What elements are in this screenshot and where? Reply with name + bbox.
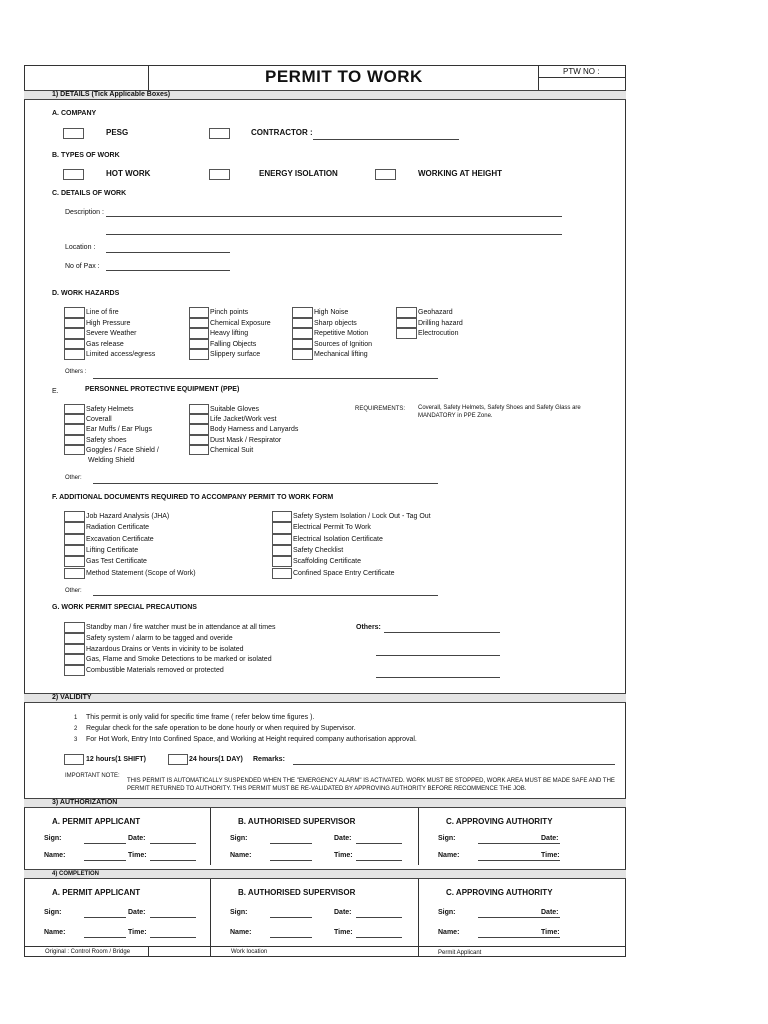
date-line[interactable] [150,843,196,844]
energy-isolation-checkbox[interactable] [209,169,230,180]
date-line[interactable] [150,917,196,918]
hazard-label: Repetitive Motion [314,330,369,337]
work-types-heading: B. TYPES OF WORK [52,152,120,159]
time-label: Time: [334,852,353,859]
sign-line[interactable] [84,917,126,918]
footer-original: Original : Control Room / Bridge [45,949,131,955]
precaution-checkbox[interactable] [64,644,85,655]
s4-col-a: A. PERMIT APPLICANT [52,888,141,897]
time-label: Time: [128,929,147,936]
precautions-heading: G. WORK PERMIT SPECIAL PRECAUTIONS [52,604,197,611]
document-label: Scaffolding Certificate [293,558,361,566]
document-checkbox[interactable] [64,534,85,545]
remarks-line[interactable] [293,764,615,765]
ppe-checkbox[interactable] [64,445,85,455]
date-label: Date: [334,835,352,842]
hazard-checkbox[interactable] [64,318,85,329]
sign-label: Sign: [438,909,456,916]
working-at-height-label: WORKING AT HEIGHT [418,169,502,178]
precaution-label: Hazardous Drains or Vents in vicinity to be isolated [86,645,244,653]
document-checkbox[interactable] [272,522,292,533]
precautions-others-line-2[interactable] [376,655,500,656]
hazard-checkbox[interactable] [396,307,417,318]
hazard-checkbox[interactable] [292,328,313,339]
ppe-checkbox[interactable] [64,404,85,414]
ppe-label: Goggles / Face Shield / [86,446,159,454]
sign-label: Sign: [230,909,248,916]
hazard-label: High Noise [314,309,349,316]
ptw-no-underline [538,77,626,78]
documents-heading: F. ADDITIONAL DOCUMENTS REQUIRED TO ACCOMPANY PERMIT TO WORK FORM [52,494,334,501]
sign-line[interactable] [478,843,560,844]
ppe-label: Safety Helmets [86,406,134,413]
precaution-checkbox[interactable] [64,622,85,633]
ppe-label: Body Harness and Lanyards [210,426,299,434]
shift-24-checkbox[interactable] [168,754,188,765]
precautions-others-line-1[interactable] [384,632,500,633]
document-checkbox[interactable] [272,511,292,522]
ppe-other-line[interactable] [93,483,438,484]
document-label: Safety System Isolation / Lock Out - Tag Out [293,513,431,520]
sign-line[interactable] [478,917,560,918]
date-label: Date: [334,909,352,916]
name-line[interactable] [84,860,126,861]
company-heading: A. COMPANY [52,110,97,117]
document-checkbox[interactable] [272,568,292,579]
ppe-label: Life Jacket/Work vest [210,416,277,424]
validity-number: 3 [74,737,78,743]
energy-isolation-label: ENERGY ISOLATION [259,169,338,178]
name-label: Name: [230,929,252,936]
name-line[interactable] [478,937,560,938]
precaution-checkbox[interactable] [64,654,85,665]
shift-12-label: 12 hours(1 SHIFT) [86,756,146,763]
document-label: Confined Space Entry Certificate [293,569,395,577]
hazards-heading: D. WORK HAZARDS [52,290,120,297]
document-checkbox[interactable] [64,568,85,579]
document-label: Electrical Isolation Certificate [293,535,383,543]
document-label: Gas Test Certificate [86,558,147,566]
s3-col-a: A. PERMIT APPLICANT [52,817,141,826]
time-label: Time: [541,929,560,936]
time-label: Time: [334,929,353,936]
validity-item: This permit is only valid for specific time frame ( refer below time figures ). [86,714,315,721]
hazard-label: Sources of Ignition [314,340,372,348]
name-label: Name: [438,929,460,936]
section-1-heading: 1) DETAILS (Tick Applicable Boxes) [52,91,171,98]
name-label: Name: [230,852,252,859]
hazard-label: Drilling hazard [418,319,463,327]
footer-line [24,946,626,947]
hazard-label: Chemical Exposure [210,319,271,327]
precaution-label: Safety system / alarm to be tagged and overide [86,634,233,642]
location-line[interactable] [106,252,230,253]
document-label: Electrical Permit To Work [293,524,371,532]
hot-work-label: HOT WORK [106,169,151,178]
time-line[interactable] [356,937,402,938]
requirements-label: REQUIREMENTS: [355,406,406,412]
hazard-checkbox[interactable] [292,307,313,318]
shift-24-label: 24 hours(1 DAY) [189,756,243,763]
precautions-others-label: Others: [356,624,381,631]
hazard-label: Geohazard [418,309,453,316]
hazard-label: Severe Weather [86,330,137,337]
important-note-label: IMPORTANT NOTE: [65,773,120,779]
pax-label: No of Pax : [65,263,100,270]
company-contractor-label: CONTRACTOR : [251,128,313,137]
document-label: Excavation Certificate [86,535,154,543]
work-details-heading: C. DETAILS OF WORK [52,190,127,197]
date-label: Date: [128,909,146,916]
ppe-checkbox[interactable] [189,414,209,424]
hazard-label: Falling Objects [210,340,257,348]
s3-col-b: B. AUTHORISED SUPERVISOR [238,817,356,826]
shift-12-checkbox[interactable] [64,754,84,765]
description-label: Description : [65,209,104,216]
footer-permit-applicant: Permit Applicant [438,950,482,956]
hazard-checkbox[interactable] [189,339,209,350]
section-4-heading: 4) COMPLETION [52,871,100,877]
s4-col-b: B. AUTHORISED SUPERVISOR [238,888,356,897]
hazard-label: Mechanical lifting [314,351,368,358]
ppe-checkbox[interactable] [189,445,209,455]
sign-label: Sign: [438,835,456,842]
header-divider-left [148,65,149,90]
validity-item: Regular check for the safe operation to be done hourly or when required by Supervisor. [86,725,356,732]
hazard-checkbox[interactable] [292,318,313,329]
hazard-label: Slippery surface [210,351,261,358]
document-checkbox[interactable] [64,511,85,522]
ppe-welding-shield: Welding Shield [88,457,135,464]
hazard-checkbox[interactable] [189,328,209,339]
location-label: Location : [65,244,96,251]
name-line[interactable] [270,860,312,861]
name-label: Name: [438,852,460,859]
precaution-label: Combustible Materials removed or protected [86,667,224,675]
ppe-checkbox[interactable] [189,424,209,434]
ppe-checkbox[interactable] [189,435,209,445]
hazard-label: Sharp objects [314,319,357,327]
company-pesg-label: PESG [106,128,129,137]
company-contractor-checkbox[interactable] [209,128,230,139]
ppe-checkbox[interactable] [189,404,209,414]
ppe-other-label: Other: [65,475,82,481]
precaution-label: Standby man / fire watcher must be in attendance at all times [86,624,276,631]
section-4-band [24,869,626,879]
precautions-others-line-3[interactable] [376,677,500,678]
ppe-letter: E. [52,388,59,395]
document-label: Lifting Certificate [86,546,139,554]
docs-other-label: Other: [65,588,82,594]
s4-col-c: C. APPROVING AUTHORITY [446,888,553,897]
hazards-others-line[interactable] [93,378,438,379]
hazard-checkbox[interactable] [64,339,85,350]
ppe-checkbox[interactable] [64,435,85,445]
ppe-label: Suitable Gloves [210,406,260,413]
section-2-band [24,693,626,703]
hazard-checkbox[interactable] [396,318,417,329]
date-label: Date: [128,835,146,842]
hazard-checkbox[interactable] [189,318,209,329]
time-line[interactable] [150,937,196,938]
time-label: Time: [128,852,147,859]
ppe-label: Chemical Suit [210,446,254,454]
description-line-1[interactable] [106,216,562,217]
ppe-checkbox[interactable] [64,424,85,434]
ppe-label: Coverall [86,416,112,424]
document-checkbox[interactable] [272,556,292,567]
document-label: Job Hazard Analysis (JHA) [86,513,170,520]
hazard-label: Electrocution [418,330,459,337]
s3-divider-1 [210,808,211,865]
hazard-label: Heavy lifting [210,330,249,337]
precaution-checkbox[interactable] [64,633,85,644]
date-label: Date: [541,835,559,842]
hazard-label: Limited access/egress [86,351,156,358]
sign-line[interactable] [270,843,312,844]
document-label: Method Statement (Scope of Work) [86,569,196,577]
name-line[interactable] [478,860,560,861]
date-line[interactable] [356,917,402,918]
working-at-height-checkbox[interactable] [375,169,396,180]
date-line[interactable] [356,843,402,844]
docs-other-line[interactable] [93,595,438,596]
sign-label: Sign: [230,835,248,842]
company-pesg-checkbox[interactable] [63,128,84,139]
s3-divider-2 [418,808,419,865]
hazards-others-label: Others : [65,369,87,375]
document-checkbox[interactable] [64,545,85,556]
document-label: Radiation Certificate [86,524,150,532]
time-line[interactable] [150,860,196,861]
name-line[interactable] [270,937,312,938]
document-checkbox[interactable] [64,556,85,567]
hazard-checkbox[interactable] [64,307,85,318]
footer-work-location: Work location [231,949,268,955]
validity-item: For Hot Work, Entry Into Confined Space, and Working at Height required company authorisation approval. [86,736,417,743]
ppe-heading: PERSONNEL PROTECTIVE EQUIPMENT (PPE) [85,386,240,393]
hazard-label: Gas release [86,340,124,348]
name-label: Name: [44,929,66,936]
validity-number: 2 [74,726,78,732]
date-label: Date: [541,909,559,916]
document-checkbox[interactable] [272,545,292,556]
document-label: Safety Checklist [293,546,344,554]
section-2-heading: 2) VALIDITY [52,694,92,701]
ppe-label: Ear Muffs / Ear Plugs [86,426,153,434]
sign-label: Sign: [44,835,62,842]
hot-work-checkbox[interactable] [63,169,84,180]
ppe-label: Dust Mask / Respirator [210,436,282,444]
time-label: Time: [541,852,560,859]
footer-divider-1 [148,946,149,957]
document-checkbox[interactable] [272,534,292,545]
s3-col-c: C. APPROVING AUTHORITY [446,817,553,826]
validity-number: 1 [74,715,78,721]
name-line[interactable] [84,937,126,938]
hazard-checkbox[interactable] [64,349,85,360]
ppe-checkbox[interactable] [64,414,85,424]
ptw-no-label: PTW NO : [563,67,600,76]
important-note-text: THIS PERMIT IS AUTOMATICALLY SUSPENDED WHEN THE "EMERGENCY ALARM" IS ACTIVATED. WORK MUST BE STOPPED, WORK AREA MUST BE MADE SAFE AND THE PERMIT RETURNED TO AUTHORITY. THIS PERMIT MUST BE RE-VALIDATED BY APPROVING AUTHORITY BEFORE RECOMMENCE THE JOB. [127,778,615,792]
hazard-checkbox[interactable] [64,328,85,339]
hazard-label: Line of fire [86,309,119,316]
remarks-label: Remarks: [253,756,285,763]
ppe-label: Safety shoes [86,436,127,444]
hazard-checkbox[interactable] [292,349,313,360]
precaution-checkbox[interactable] [64,665,85,676]
hazard-checkbox[interactable] [189,349,209,360]
requirements-text: Coverall, Safety Helmets, Safety Shoes and Safety Glass are MANDATORY in PPE Zone. [418,405,581,419]
hazard-label: Pinch points [210,309,249,316]
sign-line[interactable] [270,917,312,918]
hazard-label: High Pressure [86,319,131,327]
section-3-heading: 3) AUTHORIZATION [52,799,118,806]
hazard-checkbox[interactable] [396,328,417,339]
pax-line[interactable] [106,270,230,271]
name-label: Name: [44,852,66,859]
contractor-line[interactable] [313,139,459,140]
document-checkbox[interactable] [64,522,85,533]
sign-line[interactable] [84,843,126,844]
precaution-label: Gas, Flame and Smoke Detections to be marked or isolated [86,656,272,664]
description-line-2[interactable] [106,234,562,235]
time-line[interactable] [356,860,402,861]
page-title: PERMIT TO WORK [265,67,423,86]
sign-label: Sign: [44,909,62,916]
hazard-checkbox[interactable] [189,307,209,318]
hazard-checkbox[interactable] [292,339,313,350]
